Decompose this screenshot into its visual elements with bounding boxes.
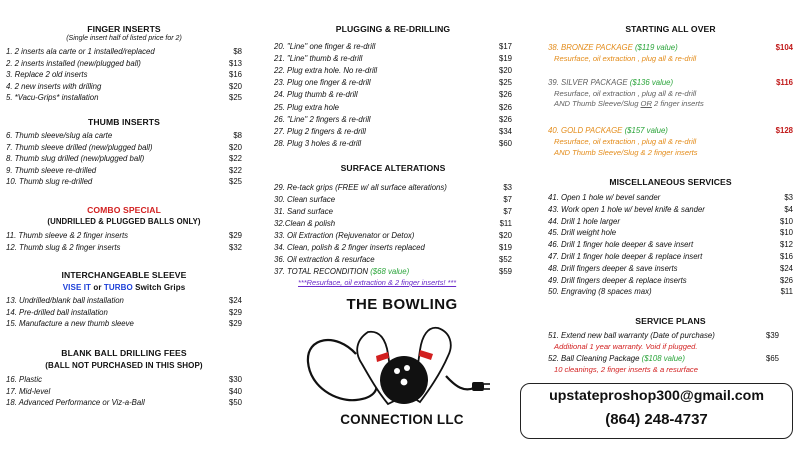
plan-51-price: $39 xyxy=(765,331,779,340)
turbo-label: TURBO xyxy=(103,283,133,292)
price-row xyxy=(548,228,793,238)
price-row xyxy=(274,127,512,137)
price-row-price: $24 xyxy=(779,263,793,273)
price-row-price: $19 xyxy=(498,54,512,64)
price-row-price: $26 xyxy=(498,90,512,100)
price-row xyxy=(6,308,242,318)
price-row-label: 50. Engraving (8 spaces max) xyxy=(548,287,652,297)
price-row xyxy=(6,387,242,397)
bowling-logo xyxy=(296,292,508,432)
plan-51-row xyxy=(548,331,793,341)
cord-tail-icon xyxy=(446,376,474,389)
or-label: or xyxy=(91,283,104,292)
price-row-price: $26 xyxy=(498,102,512,112)
plan-52-label: 52. Ball Cleaning Package ($108 value) xyxy=(548,354,685,363)
contact-phone[interactable]: (864) 248-4737 xyxy=(605,411,708,428)
price-row-label: 1. 2 inserts ala carte or 1 installed/replaced xyxy=(6,47,155,56)
price-row xyxy=(274,90,512,100)
gold-package-desc2: AND Thumb Sleeve/Slug & 2 finger inserts xyxy=(554,148,698,157)
price-row-price: $10 xyxy=(779,228,793,238)
total-recondition-row xyxy=(274,267,512,277)
logo-title: THE BOWLING xyxy=(346,296,458,313)
price-row-label: 21. "Line" thumb & re-drill xyxy=(274,54,363,64)
price-row xyxy=(6,47,242,57)
finger-inserts-subtitle: (Single insert half of listed price for 2) xyxy=(66,35,182,42)
plan-52-price: $65 xyxy=(765,354,779,363)
price-row-price: $25 xyxy=(498,78,512,88)
bronze-package-label: 38. BRONZE PACKAGE ($119 value) xyxy=(548,43,678,52)
price-row-label: 30. Clean surface xyxy=(274,195,336,204)
price-row xyxy=(6,131,242,141)
price-row xyxy=(6,70,242,80)
price-row xyxy=(6,375,242,385)
price-row-label: 2. 2 inserts installed (new/plugged ball) xyxy=(6,58,141,68)
contact-email[interactable]: upstateproshop300@gmail.com xyxy=(549,388,764,404)
price-row-label: 20. "Line" one finger & re-drill xyxy=(274,42,376,51)
price-row xyxy=(548,252,793,262)
price-row-price: $11 xyxy=(499,219,512,228)
price-row xyxy=(6,93,242,103)
price-row-label: 23. Plug one finger & re-drill xyxy=(274,78,371,88)
price-row-label: 10. Thumb slug re-drilled xyxy=(6,177,93,187)
price-row xyxy=(548,264,793,274)
price-row-label: 11. Thumb sleeve & 2 finger inserts xyxy=(6,231,129,240)
price-row xyxy=(274,243,512,253)
price-row xyxy=(6,231,242,241)
price-row-price: $8 xyxy=(233,131,242,140)
surface-footnote: ***Resurface, oil extraction & 2 finger inserts! *** xyxy=(298,278,457,287)
price-row xyxy=(6,243,242,253)
price-row-label: 34. Clean, polish & 2 finger inserts replaced xyxy=(274,243,425,252)
price-row xyxy=(274,183,512,193)
plan-52-note: 10 cleanings, 2 finger inserts & a resurface xyxy=(554,365,698,374)
price-row-label: 31. Sand surface xyxy=(274,207,333,216)
blank-ball-subtitle: (BALL NOT PURCHASED IN THIS SHOP) xyxy=(45,361,203,370)
price-row-price: $29 xyxy=(228,319,242,329)
price-row-price: $20 xyxy=(498,66,512,76)
price-row-label: 3. Replace 2 old inserts xyxy=(6,70,88,80)
service-plans-title: SERVICE PLANS xyxy=(635,316,706,326)
price-row-price: $8 xyxy=(233,47,242,56)
price-row-price: $20 xyxy=(498,231,512,240)
price-row-price: $22 xyxy=(228,154,242,164)
price-row xyxy=(274,103,512,113)
price-row-label: 48. Drill fingers deeper & save inserts xyxy=(548,263,678,273)
price-row-price: $24 xyxy=(228,296,242,305)
price-row xyxy=(548,193,793,203)
price-row xyxy=(6,143,242,153)
price-row xyxy=(274,139,512,149)
gold-package-desc1: Resurface, oil extraction , plug all & re-drill xyxy=(554,137,697,146)
price-row-price: $60 xyxy=(498,138,512,148)
bronze-package-row xyxy=(548,43,793,53)
price-row-price: $19 xyxy=(498,243,512,252)
blank-ball-title: BLANK BALL DRILLING FEES xyxy=(61,348,187,358)
price-row xyxy=(274,66,512,76)
price-row-label: 24. Plug thumb & re-drill xyxy=(274,90,358,100)
price-row-label: 5. *Vacu-Grips* installation xyxy=(6,93,99,103)
surface-title: SURFACE ALTERATIONS xyxy=(340,163,446,173)
plan-51-note: Additional 1 year warranty. Void if plugged. xyxy=(554,342,698,351)
switch-grips-label: Switch Grips xyxy=(132,283,186,292)
price-row-label: 47. Drill 1 finger hole deeper & replace insert xyxy=(548,252,703,261)
price-row-price: $22 xyxy=(228,165,242,175)
price-row xyxy=(6,154,242,164)
gold-package-price: $128 xyxy=(775,126,793,135)
price-row-price: $12 xyxy=(779,240,793,250)
plugging-title: PLUGGING & RE-DRILLING xyxy=(335,24,451,34)
price-row xyxy=(6,398,242,408)
price-row-price: $26 xyxy=(779,275,793,285)
price-row-label: 44. Drill 1 hole larger xyxy=(548,216,620,226)
price-row-label: 22. Plug extra hole. No re-drill xyxy=(274,66,378,76)
price-row-price: $16 xyxy=(228,70,242,80)
price-row-label: 45. Drill weight hole xyxy=(548,228,617,238)
bronze-package-price: $104 xyxy=(775,43,793,52)
silver-package-desc2: AND Thumb Sleeve/Slug OR 2 finger inserts xyxy=(554,99,704,108)
price-row xyxy=(548,217,793,227)
thumb-inserts-title: THUMB INSERTS xyxy=(88,117,160,127)
price-row xyxy=(274,219,512,229)
contact-box xyxy=(520,383,793,439)
price-row-price: $3 xyxy=(784,193,793,202)
interchangeable-sleeve-title: INTERCHANGEABLE SLEEVE xyxy=(61,270,187,280)
price-row-price: $7 xyxy=(503,195,512,204)
price-row xyxy=(274,195,512,205)
silver-package-row xyxy=(548,78,793,88)
price-row-label: 41. Open 1 hole w/ bevel sander xyxy=(548,193,661,202)
combo-special-title: COMBO SPECIAL xyxy=(87,205,161,215)
price-row-price: $11 xyxy=(780,287,793,297)
price-row xyxy=(274,207,512,217)
price-row xyxy=(548,276,793,286)
price-row-price: $34 xyxy=(498,126,512,136)
silver-package-desc1: Resurface, oil extraction , plug all & re-drill xyxy=(554,89,697,98)
price-row-price: $17 xyxy=(498,42,512,51)
price-row-label: 28. Plug 3 holes & re-drill xyxy=(274,138,362,148)
price-row-price: $29 xyxy=(228,307,242,317)
price-row-label: 43. Work open 1 hole w/ bevel knife & sander xyxy=(548,204,705,214)
starting-over-title: STARTING ALL OVER xyxy=(625,24,716,34)
price-row xyxy=(6,166,242,176)
price-row-price: $30 xyxy=(228,375,242,384)
price-row-label: 16. Plastic xyxy=(6,375,42,384)
silver-package-label: 39. SILVER PACKAGE ($136 value) xyxy=(548,78,674,87)
total-recondition-label: 37. TOTAL RECONDITION ($68 value) xyxy=(274,267,410,276)
price-row-price: $13 xyxy=(228,58,242,68)
price-row xyxy=(274,115,512,125)
price-row-label: 15. Manufacture a new thumb sleeve xyxy=(6,319,134,329)
price-row xyxy=(6,82,242,92)
price-row-label: 4. 2 new inserts with drilling xyxy=(6,81,102,91)
vise-it-label: VISE IT xyxy=(62,283,92,292)
price-row-price: $29 xyxy=(228,231,242,240)
price-row xyxy=(548,287,793,297)
plug-icon xyxy=(472,382,484,391)
plan-52-row xyxy=(548,354,793,364)
price-row-label: 26. "Line" 2 fingers & re-drill xyxy=(274,114,371,124)
price-row-price: $32 xyxy=(228,242,242,252)
misc-title: MISCELLANEOUS SERVICES xyxy=(609,177,732,187)
price-row xyxy=(6,296,242,306)
price-row xyxy=(6,177,242,187)
price-row-label: 8. Thumb slug drilled (new/plugged ball) xyxy=(6,154,145,164)
total-recondition-price: $59 xyxy=(498,267,512,276)
price-row xyxy=(548,240,793,250)
price-row-label: 18. Advanced Performance or Viz-a-Ball xyxy=(6,398,145,408)
price-row-label: 36. Oil extraction & resurface xyxy=(274,255,375,264)
silver-package-price: $116 xyxy=(776,78,793,87)
price-row-label: 14. Pre-drilled ball installation xyxy=(6,307,108,317)
price-row-price: $7 xyxy=(503,207,512,216)
plan-51-label: 51. Extend new ball warranty (Date of purchase) xyxy=(548,331,715,340)
price-row-price: $50 xyxy=(228,398,242,408)
price-row xyxy=(548,205,793,215)
price-row-price: $4 xyxy=(784,204,793,214)
bronze-package-desc: Resurface, oil extraction , plug all & re-drill xyxy=(554,54,697,63)
price-row-price: $52 xyxy=(498,255,512,264)
price-row-price: $20 xyxy=(228,142,242,152)
price-row-label: 46. Drill 1 finger hole deeper & save insert xyxy=(548,240,694,250)
price-row xyxy=(274,255,512,265)
logo-subtitle: CONNECTION LLC xyxy=(340,412,464,427)
price-row xyxy=(274,78,512,88)
price-row xyxy=(274,231,512,241)
price-row-label: 9. Thumb sleeve re-drilled xyxy=(6,165,97,175)
price-row-label: 6. Thumb sleeve/slug ala carte xyxy=(6,131,113,140)
price-row-label: 29. Re-tack grips (FREE w/ all surface alterations) xyxy=(274,183,447,192)
price-row-label: 7. Thumb sleeve drilled (new/plugged ball) xyxy=(6,142,153,152)
price-row xyxy=(6,59,242,69)
price-row-price: $20 xyxy=(228,81,242,91)
price-row-price: $10 xyxy=(779,216,793,226)
price-row-price: $40 xyxy=(228,386,242,396)
price-row-label: 12. Thumb slug & 2 finger inserts xyxy=(6,242,121,252)
price-row-price: $26 xyxy=(498,114,512,124)
price-row-label: 27. Plug 2 fingers & re-drill xyxy=(274,126,366,136)
combo-special-subtitle: (UNDRILLED & PLUGGED BALLS ONLY) xyxy=(47,217,201,226)
price-row-label: 32.Clean & polish xyxy=(274,219,336,228)
price-row xyxy=(274,54,512,64)
price-row-label: 33. Oil Extraction (Rejuvenator or Detox) xyxy=(274,231,415,240)
price-row-price: $3 xyxy=(503,183,512,192)
price-row-price: $25 xyxy=(228,177,242,187)
price-row-price: $16 xyxy=(779,252,793,261)
price-row-label: 17. Mid-level xyxy=(6,386,51,396)
price-row-label: 25. Plug extra hole xyxy=(274,102,340,112)
price-row-label: 13. Undrilled/blank ball installation xyxy=(6,296,124,305)
gold-package-row xyxy=(548,126,793,136)
price-row xyxy=(6,319,242,329)
interchangeable-sleeve-subtitle xyxy=(6,283,242,292)
price-row xyxy=(274,42,512,52)
total-recondition-value: ($68 value) xyxy=(370,267,410,276)
finger-inserts-title: FINGER INSERTS xyxy=(87,24,161,34)
gold-package-label: 40. GOLD PACKAGE ($157 value) xyxy=(548,126,668,135)
price-row-price: $25 xyxy=(228,93,242,103)
price-row-label: 49. Drill fingers deeper & replace inserts xyxy=(548,275,687,285)
